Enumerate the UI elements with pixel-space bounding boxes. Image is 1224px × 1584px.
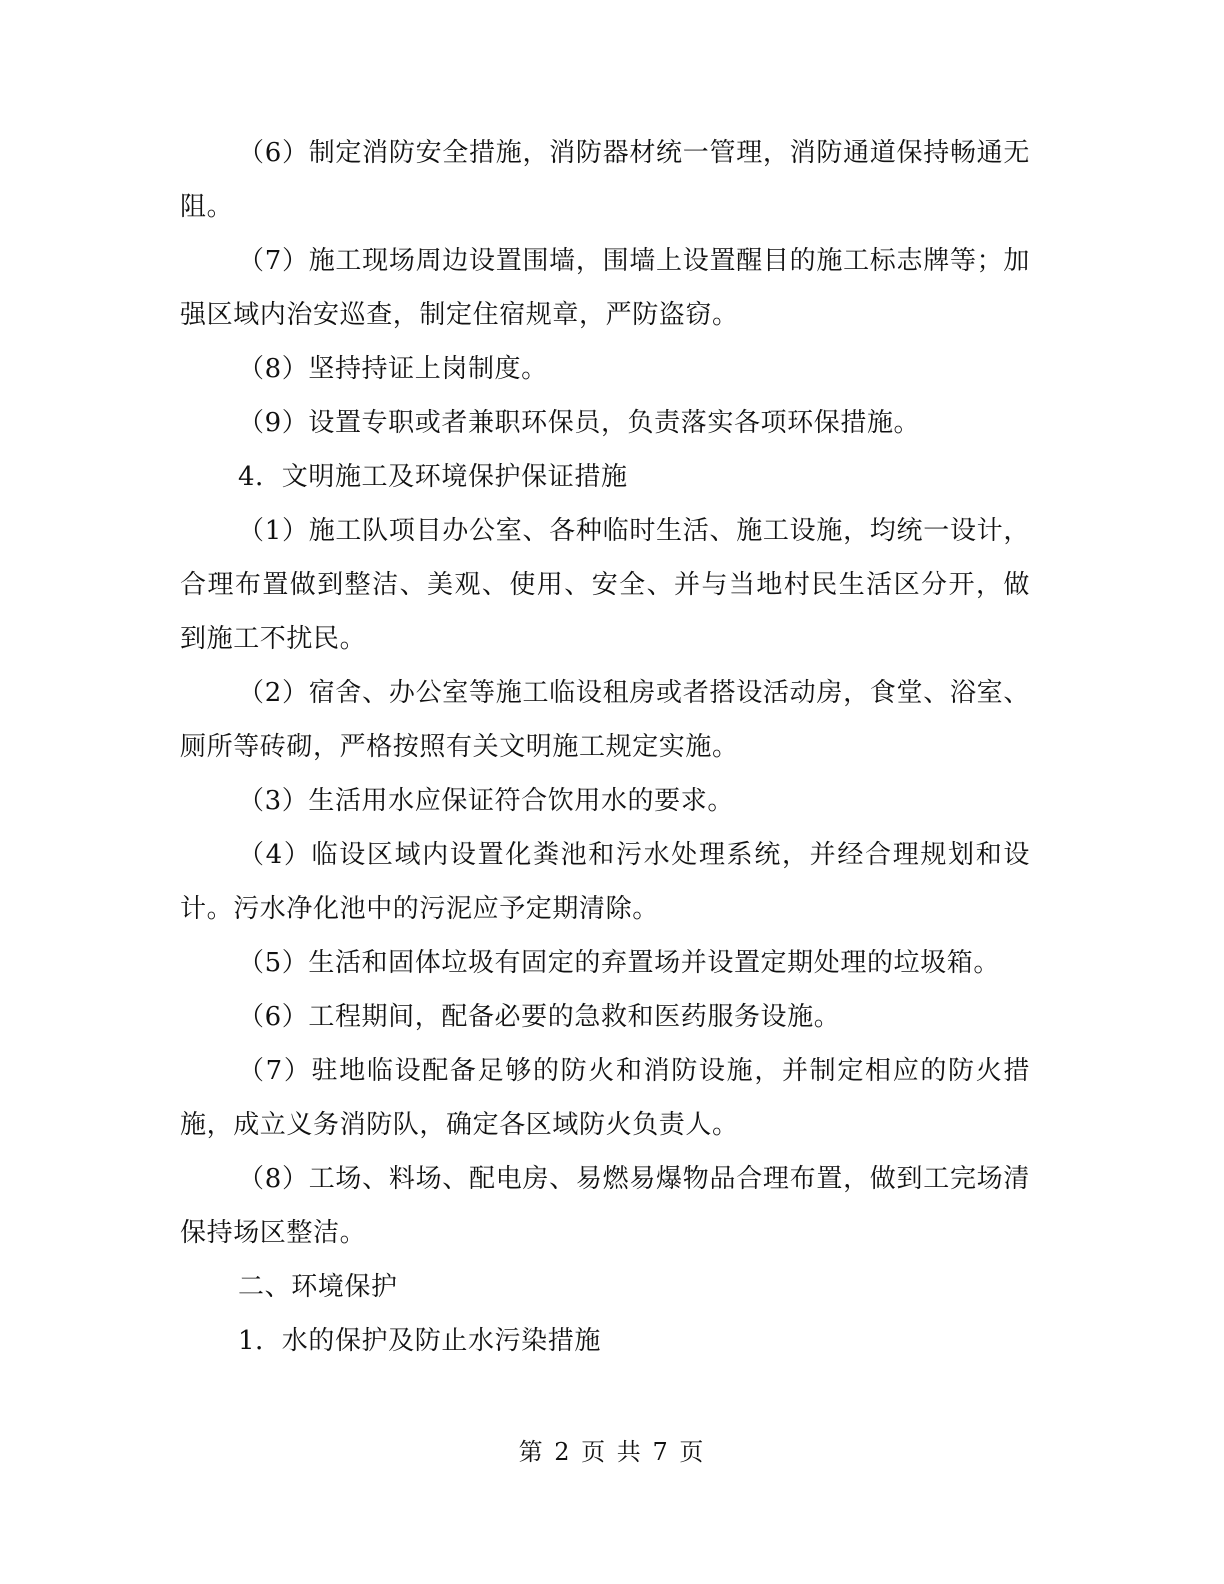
- paragraph-site-layout: （8）工场、料场、配电房、易燃易爆物品合理布置，做到工完场清保持场区整洁。: [180, 1164, 1030, 1248]
- paragraph-sewage: （4）临设区域内设置化粪池和污水处理系统，并经合理规划和设计。污水净化池中的污泥应予定期清除。: [180, 840, 1030, 924]
- paragraph-medical: （6）工程期间，配备必要的急救和医药服务设施。: [238, 1002, 841, 1032]
- paragraph-fire-safety: （6）制定消防安全措施，消防器材统一管理，消防通道保持畅通无阻。: [180, 138, 1030, 222]
- page-number-footer: 第 2 页 共 7 页: [518, 1438, 706, 1466]
- paragraph-drinking-water: （3）生活用水应保证符合饮用水的要求。: [238, 786, 734, 816]
- paragraph-office-facilities: （1）施工队项目办公室、各种临时生活、施工设施，均统一设计，合理布置做到整洁、美观、使用、安全、并与当地村民生活区分开，做到施工不扰民。: [180, 516, 1030, 654]
- paragraph-certification: （8）坚持持证上岗制度。: [238, 354, 548, 384]
- section-heading-water-protection: 1．水的保护及防止水污染措施: [238, 1326, 601, 1356]
- paragraph-dormitory: （2）宿舍、办公室等施工临设租房或者搭设活动房，食堂、浴室、厕所等砖砌，严格按照有关文明施工规定实施。: [180, 678, 1030, 762]
- section-heading-civilized-construction: 4．文明施工及环境保护保证措施: [238, 462, 628, 492]
- document-body: [180, 126, 1030, 1368]
- paragraph-fire-facilities: （7）驻地临设配备足够的防火和消防设施，并制定相应的防火措施，成立义务消防队，确定各区域防火负责人。: [180, 1056, 1030, 1140]
- section-heading-environment-protection: 二、环境保护: [238, 1272, 398, 1302]
- paragraph-garbage: （5）生活和固体垃圾有固定的弃置场并设置定期处理的垃圾箱。: [238, 948, 1000, 978]
- paragraph-site-wall-security: （7）施工现场周边设置围墙，围墙上设置醒目的施工标志牌等；加强区域内治安巡查，制定住宿规章，严防盗窃。: [180, 246, 1030, 330]
- paragraph-env-officer: （9）设置专职或者兼职环保员，负责落实各项环保措施。: [238, 408, 921, 438]
